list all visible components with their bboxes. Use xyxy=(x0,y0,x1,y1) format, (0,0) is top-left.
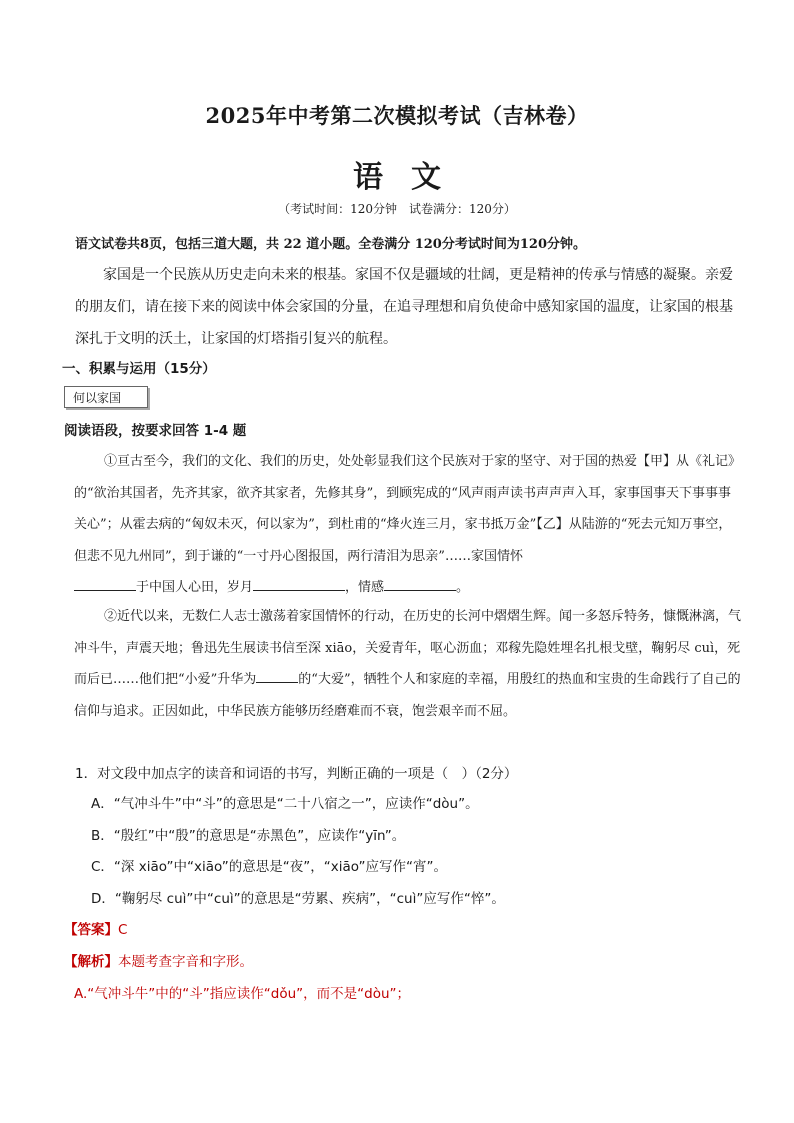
question-1-stem: 1．对文段中加点字的读音和词语的书写，判断正确的一项是（ ）（2分） xyxy=(75,766,518,782)
passage-p1-text-4: 。 xyxy=(456,580,470,595)
question-1-option-c: C．“深 xiāo”中“xiāo”的意思是“夜”，“xiāo”应写作“宵”。 xyxy=(91,859,448,875)
question-1-option-a: A．“气冲斗牛”中“斗”的意思是“二十八宿之一”，应读作“dòu”。 xyxy=(91,796,479,812)
fill-blank-1 xyxy=(74,576,136,591)
question-1-option-b: B．“殷红”中“殷”的意思是“赤黑色”，应读作“yīn”。 xyxy=(91,828,406,844)
exam-title: 2025年中考第二次模拟考试（吉林卷） xyxy=(205,103,589,128)
analysis-item-a: A.“气冲斗牛”中的“斗”指应读作“dǒu”，而不是“dòu”； xyxy=(74,986,411,1002)
reading-heading: 阅读语段，按要求回答 1-4 题 xyxy=(64,423,247,439)
question-1-option-d: D．“鞠躬尽 cuì”中“cuì”的意思是“劳累、疾病”，“cuì”应写作“悴”。 xyxy=(91,891,505,907)
analysis-label: 【解析】 xyxy=(64,954,118,970)
answer-value: C xyxy=(118,922,128,938)
passage-p1-text-2: 于中国人心田，岁月 xyxy=(136,580,254,595)
passage-p2-text-2: 的“大爱”，牺牲个人和家庭的幸福，用殷红的热血和宝贵的生命践行了自己的信仰与追求。正因如此，中华民族方能够历经磨难而不衰，饱尝艰辛而不屈。 xyxy=(74,672,741,719)
passage-p1-text-3: ，情感 xyxy=(345,580,385,595)
fill-blank-4 xyxy=(256,668,298,683)
fill-blank-3 xyxy=(384,576,456,591)
answer-label: 【答案】 xyxy=(64,922,118,938)
passage-p2-text-1: ②近代以来，无数仁人志士激荡着家国情怀的行动，在历史的长河中熠熠生辉。闻一多怒斥特务，慷慨淋漓，气冲斗牛，声震天地；鲁迅先生展读书信至深 xiāo，关爱青年，呕心沥血；邓稼先隐姓埋名扎根戈壁，鞠躬尽 cuì，死而后已……他们把“小爱”升华为 xyxy=(74,609,742,687)
passage-p1-text-1: ①亘古至今，我们的文化、我们的历史，处处彰显我们这个民族对于家的坚守、对于国的热爱【甲】从《礼记》的“欲治其国者，先齐其家，欲齐其家者，先修其身”，到顾宪成的“风声雨声读书声声声入耳，家事国事天下事事事关心”；从霍去病的“匈奴未灭，何以家为”，到杜甫的“烽火连三月，家书抵万金”【乙】从陆游的“死去元知万事空，但悲不见九州同”，到于谦的“一寸丹心图报国，两行清泪为思亲”……家国情怀 xyxy=(74,454,742,564)
exam-info: （考试时间：120分钟 试卷满分：120分） xyxy=(278,202,516,216)
exam-instruction: 语文试卷共8页，包括三道大题，共 22 道小题。全卷满分 120分考试时间为120分钟。 xyxy=(75,237,586,252)
fill-blank-2 xyxy=(253,576,345,591)
passage-paragraph-2 xyxy=(74,601,742,727)
analysis-line xyxy=(64,950,253,970)
passage-paragraph-1 xyxy=(74,446,742,604)
theme-label-box: 何以家国 xyxy=(64,386,148,408)
analysis-text: 本题考查字音和字形。 xyxy=(118,954,253,970)
section-heading: 一、积累与运用（15分） xyxy=(62,361,216,377)
intro-paragraph: 家国是一个民族从历史走向未来的根基。家国不仅是疆域的壮阔，更是精神的传承与情感的凝聚。亲爱的朋友们，请在接下来的阅读中体会家国的分量，在追寻理想和肩负使命中感知家国的温度，让家国的根基深扎于文明的沃土，让家国的灯塔指引复兴的航程。 xyxy=(75,267,733,347)
answer-line xyxy=(64,918,127,938)
subject-title: 语文 xyxy=(353,160,469,195)
